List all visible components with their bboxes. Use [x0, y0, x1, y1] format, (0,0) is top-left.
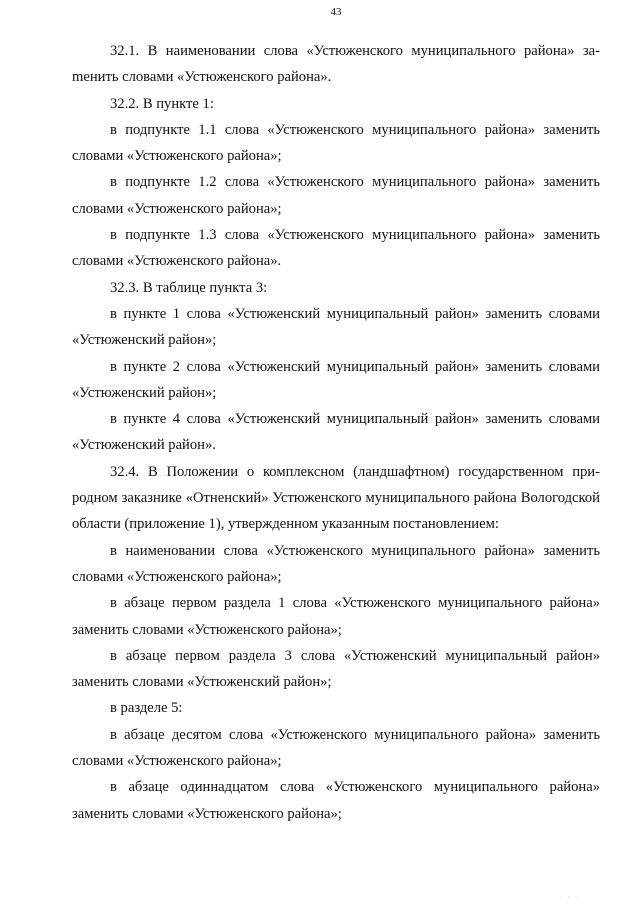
paragraph-subitem-1-3: в подпункте 1.3 слова «Устюженского муниципального района» заменить словами «Устюженского района».: [72, 227, 600, 270]
paragraph-section-3: в абзаце первом раздела 3 слова «Устюженский муниципальный район» заменить словами «Устюженский район»;: [72, 647, 600, 691]
paragraph-section-5-abz-10: в абзаце десятом слова «Устюженского муниципального района» заменить словами «Устюженского района»;: [72, 726, 600, 770]
paragraph-table-item-4: в пункте 4 слова «Устюженский муниципальный район» заменить словами «Устюженский район».: [72, 411, 600, 454]
paragraph-table-item-2: в пункте 2 слова «Устюженский муниципальный район» заменить словами «Устюженский район»;: [72, 358, 600, 401]
paragraph-32-2: 32.2. В пункте 1:: [110, 95, 214, 112]
paragraph-32-4: 32.4. В Положении о комплексном (ландшафтном) государственном природном заказнике «Отненский» Устюженского муниципального района Вологодской области (приложение 1), утвержденном указанным постановлением:: [72, 463, 600, 533]
scan-artifact: · · ·: [560, 895, 579, 901]
paragraph-title-change: в наименовании слова «Устюженского муниципального района» заменить словами «Устюженского района»;: [72, 542, 600, 585]
page-number: 43: [330, 6, 342, 18]
paragraph-32-1: 32.1. В наименовании слова «Устюженского муниципального района» заmенить словами «Устюженского района».: [72, 43, 600, 86]
paragraph-32-3: 32.3. В таблице пункта 3:: [110, 279, 268, 296]
paragraph-subitem-1-1: в подпункте 1.1 слова «Устюженского муниципального района» заменить словами «Устюженского района»;: [72, 121, 600, 165]
paragraph-subitem-1-2: в подпункте 1.2 слова «Устюженского муниципального района» заменить словами «Устюженского района»;: [72, 174, 600, 217]
paragraph-table-item-1: в пункте 1 слова «Устюженский муниципальный район» заменить словами «Устюженский район»;: [72, 305, 600, 349]
paragraph-section-1: в абзаце первом раздела 1 слова «Устюженского муниципального района» заменить словами «Устюженского района»;: [72, 595, 600, 638]
paragraph-section-5-abz-11: в абзаце одиннадцатом слова «Устюженского муниципального района» заменить словами «Устюженского района»;: [72, 779, 600, 822]
document-body: [72, 38, 600, 827]
paragraph-section-5: в разделе 5:: [110, 700, 183, 717]
